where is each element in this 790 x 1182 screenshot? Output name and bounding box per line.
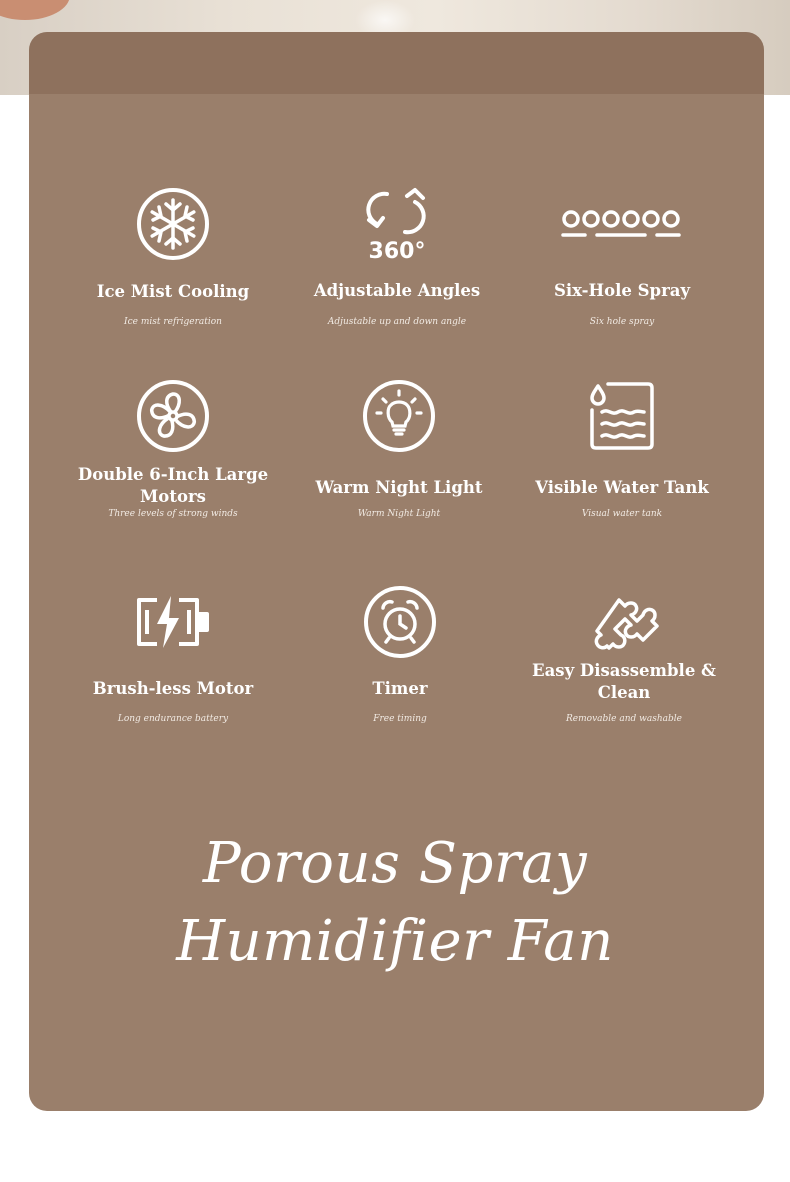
feature-title: Timer [372,679,428,698]
feature-title: Ice Mist Cooling [96,282,250,301]
feature-brushless-motor [63,578,283,738]
water-tank-icon [586,380,658,452]
six-hole-spray-icon [561,204,683,244]
feature-subtitle: Adjustable up and down angle [327,317,467,327]
feature-double-motors [63,372,283,532]
battery-charging-icon [133,592,213,652]
feature-subtitle: Long endurance battery [117,714,229,724]
feature-title: Visible Water Tank [535,478,709,497]
feature-title: Warm Night Light [315,478,483,497]
feature-subtitle: Six hole spray [589,317,655,327]
icon-text-360: 360° [368,239,426,264]
fan-icon [135,378,211,454]
headline-line-2: Humidifier Fan [176,909,614,974]
feature-ice-mist-cooling [63,180,283,340]
feature-easy-disassemble [514,578,734,738]
headline-line-1: Porous Spray [202,831,588,896]
feature-subtitle: Three levels of strong winds [108,509,238,519]
rotate-360-icon [357,184,437,264]
feature-six-hole-spray [512,180,732,340]
feature-subtitle: Removable and washable [566,714,682,724]
feature-adjustable-angles [287,180,507,340]
feature-subtitle: Ice mist refrigeration [124,317,222,327]
feature-title: Brush-less Motor [92,679,254,698]
feature-title: Six-Hole Spray [553,281,691,300]
feature-title: Double 6-Inch Large Motors [77,465,269,506]
snowflake-icon [135,186,211,262]
light-bulb-icon [361,378,437,454]
feature-subtitle: Free timing [373,714,427,724]
feature-warm-night-light [289,372,509,532]
hand-image [0,0,70,20]
feature-visible-water-tank [512,372,732,532]
feature-subtitle: Visual water tank [581,509,663,519]
feature-title: Easy Disassemble & Clean [532,661,716,702]
panel-top-shade [29,32,764,94]
feature-timer [290,578,510,738]
alarm-clock-icon [362,584,438,660]
feature-subtitle: Warm Night Light [357,509,441,519]
puzzle-icon [589,588,659,658]
feature-title: Adjustable Angles [313,281,481,300]
